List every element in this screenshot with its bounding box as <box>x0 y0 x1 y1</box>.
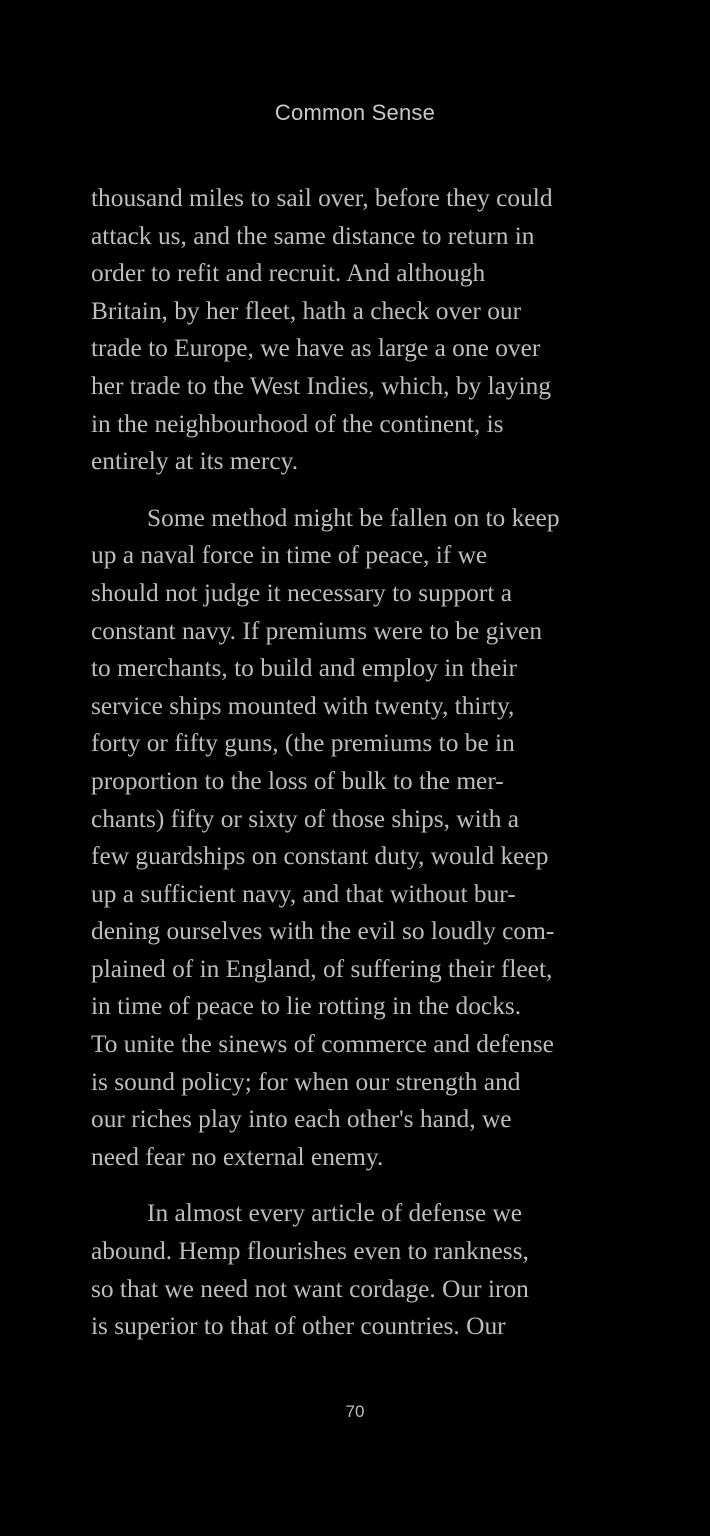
text-line: few guardships on constant duty, would keep <box>91 842 549 871</box>
text-line: in time of peace to lie rotting in the docks. <box>91 992 522 1021</box>
book-title: Common Sense <box>274 100 436 125</box>
page-text <box>91 180 651 1346</box>
text-line: to merchants, to build and employ in their <box>91 654 517 683</box>
paragraph <box>91 1195 651 1345</box>
paragraph <box>91 180 651 481</box>
text-line: up a sufficient navy, and that without bur- <box>91 879 516 908</box>
text-line: chants) fifty or sixty of those ships, with a <box>91 804 520 833</box>
text-line: Some method might be fallen on to keep <box>147 503 560 532</box>
text-line: up a naval force in time of peace, if we <box>91 541 488 570</box>
text-line: dening ourselves with the evil so loudly com- <box>91 917 555 946</box>
text-line: her trade to the West Indies, which, by laying <box>91 371 552 400</box>
text-line: trade to Europe, we have as large a one over <box>91 334 541 363</box>
text-line: is sound policy; for when our strength and <box>91 1067 521 1096</box>
text-line: need fear no external enemy. <box>91 1142 384 1171</box>
text-line: Britain, by her fleet, hath a check over our <box>91 296 522 325</box>
paragraph-gap <box>91 1176 651 1195</box>
text-line: should not judge it necessary to support a <box>91 578 512 607</box>
text-line: thousand miles to sail over, before they could <box>91 184 553 212</box>
text-line: In almost every article of defense we <box>147 1199 523 1228</box>
text-line: so that we need not want cordage. Our iron <box>91 1274 529 1303</box>
text-line: attack us, and the same distance to return in <box>91 221 535 250</box>
text-line: constant navy. If premiums were to be given <box>91 616 543 645</box>
paragraph <box>91 500 651 1177</box>
text-line: forty or fifty guns, (the premiums to be in <box>91 729 515 758</box>
text-line: service ships mounted with twenty, thirty, <box>91 691 515 720</box>
page-number: 70 <box>345 1402 365 1421</box>
paragraph-gap <box>91 481 651 500</box>
text-line: entirely at its mercy. <box>91 447 299 476</box>
text-line: order to refit and recruit. And although <box>91 259 486 288</box>
text-line: our riches play into each other's hand, we <box>91 1105 512 1134</box>
text-line: To unite the sinews of commerce and defense <box>91 1030 554 1059</box>
text-line: proportion to the loss of bulk to the mer- <box>91 766 504 795</box>
text-line: abound. Hemp flourishes even to rankness, <box>91 1237 529 1266</box>
text-line: in the neighbourhood of the continent, is <box>91 409 504 438</box>
text-line: plained of in England, of suffering their fleet, <box>91 954 553 983</box>
text-line: is superior to that of other countries. Our <box>91 1312 506 1341</box>
